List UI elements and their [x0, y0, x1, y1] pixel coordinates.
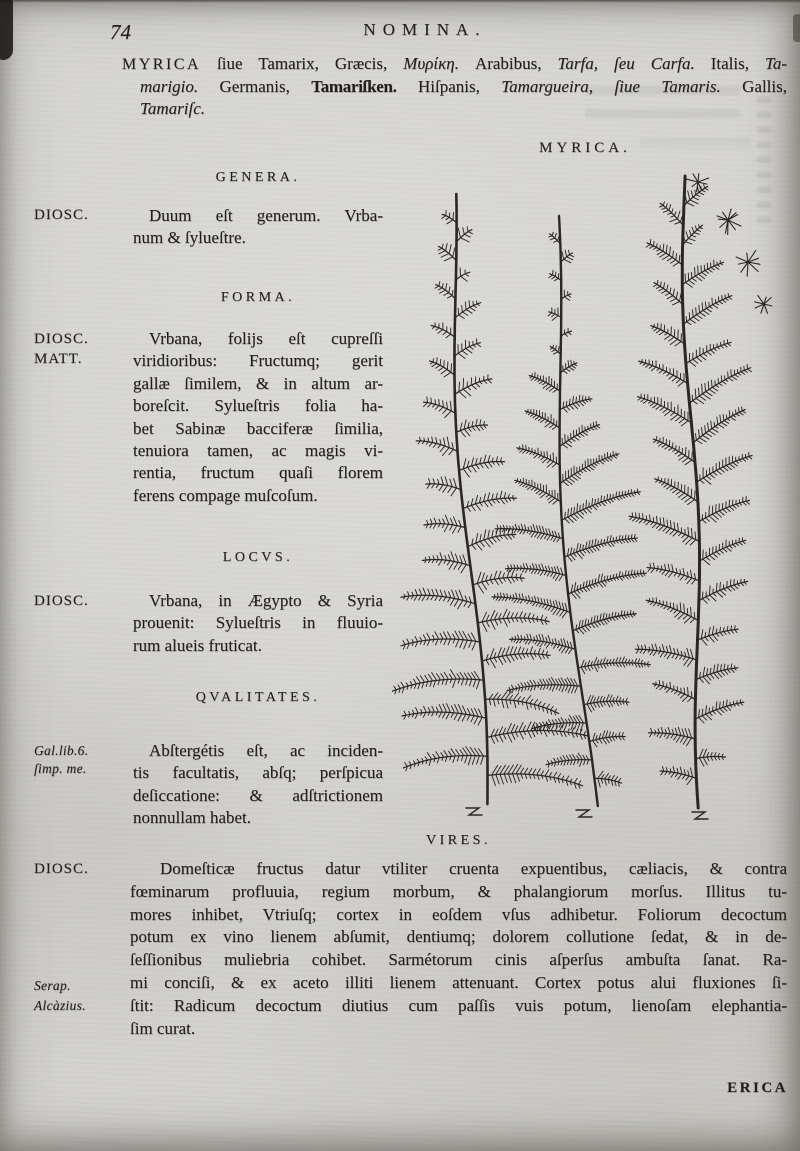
section-heading-genera: GENERA. — [215, 170, 301, 185]
text-segment: ſiue Tamarix, Græcis, — [201, 54, 404, 73]
text-line: rentia, fructum quaſi florem — [133, 463, 383, 483]
text-line: ſeſſionibus muliebria cohibet. Sarmétorum cinis aſperſus ambuſta ſanat. Ra- — [130, 950, 787, 970]
margin-cite-galen: Gal.lib.6. — [34, 743, 89, 758]
text-line: nonnullam habet. — [133, 808, 252, 828]
text-segment: Arabibus, — [458, 54, 558, 73]
qualitates-text — [133, 740, 383, 830]
margin-cite-galen: ſimp. me. — [34, 761, 87, 776]
section-heading-forma: FORMA. — [220, 290, 296, 305]
text-line: rum alueis fruticat. — [133, 635, 262, 655]
plant-name: MYRICA — [122, 56, 202, 73]
text-line: potum ex vino lienem abſumit, dentiumq; dolorem collutione ſedat, & in de- — [130, 927, 787, 947]
text-line: viridioribus: Fructumq; gerit — [133, 351, 383, 371]
forma-text — [133, 328, 383, 507]
spanish-name: Tamargueira, ſiue Tamaris. — [501, 77, 721, 96]
arabic-name: Tarfa, ſeu Carfa. — [557, 54, 695, 73]
margin-cite-alcazius: Alcàzius. — [34, 998, 86, 1013]
text-line: ſim curat. — [130, 1018, 196, 1038]
text-line: bet Sabinæ bacciferæ ſimilia, — [133, 418, 383, 438]
margin-cite-mattioli: MATT. — [34, 351, 83, 367]
margin-cite-serapion: Serap. — [34, 978, 71, 993]
text-line: Vrbana, folijs eſt cupreſſi — [149, 329, 383, 348]
section-heading-vires: VIRES. — [426, 833, 491, 848]
catchword: ERICA — [727, 1080, 788, 1096]
text-line: deſiccatione: & adſtrictionem — [133, 785, 383, 805]
text-line: tenuiora tamen, ac magis vi- — [133, 441, 383, 461]
text-line: mi conciſi, & ex aceto illiti lienem attenuant. Cortex potus alui fluxiones ſi- — [130, 972, 787, 992]
page-number: 74 — [110, 20, 131, 44]
figure-title: MYRICA. — [539, 140, 631, 156]
text-line: ſtit: Radicum decoctum diutius cum paſſis vuis potum, lienoſam elephantia- — [130, 995, 787, 1015]
locus-text — [133, 590, 383, 657]
text-segment: Hiſpanis, — [396, 77, 502, 96]
text-line: tis facultatis, abſq; perſpicua — [133, 763, 383, 783]
french-name: Tamariſc. — [140, 99, 206, 118]
text-line: Duum eſt generum. Vrba- — [149, 206, 383, 225]
nomina-line — [122, 76, 787, 98]
text-line: mores inhibet, Vtriuſq; cortex in eoſdem vſus adhibetur. Foliorum decoctum — [130, 904, 787, 924]
greek-name: Μυρίκη. — [403, 54, 459, 73]
vires-text — [130, 858, 787, 1040]
margin-cite-dioscorides: DIOSC. — [34, 207, 89, 223]
text-line: gallæ ſimilem, & in altum ar- — [133, 373, 383, 393]
margin-cite-dioscorides: DIOSC. — [34, 593, 89, 609]
tamarisk-woodcut-illustration — [392, 158, 792, 823]
text-segment: Germanis, — [198, 77, 312, 96]
margin-cite-dioscorides: DIOSC. — [34, 861, 89, 877]
nomina-line — [122, 98, 787, 120]
text-line: num & ſylueſtre. — [133, 228, 246, 248]
text-line: Abſtergétis eſt, ac inciden- — [149, 741, 383, 760]
running-header: NOMINA. — [363, 20, 487, 39]
ink-smudge — [0, 0, 13, 60]
section-heading-qualitates: QVALITATES. — [195, 690, 321, 705]
genera-text — [133, 205, 383, 250]
italian-name: marigio. — [140, 77, 199, 96]
text-line: boreſcit. Sylueſtris folia ha- — [133, 396, 383, 416]
text-line: ferens compage muſcoſum. — [133, 485, 318, 505]
nomina-paragraph — [122, 53, 787, 120]
margin-cite-dioscorides: DIOSC. — [34, 331, 89, 347]
nomina-line — [122, 53, 787, 76]
text-line: fœminarum profluuia, regium morbum, & phalangiorum morſus. Illitus tu- — [130, 881, 787, 901]
page-edge-mark — [793, 14, 800, 42]
text-line: Vrbana, in Ægypto & Syria — [149, 591, 383, 610]
german-name: Tamariſken. — [311, 77, 397, 96]
text-segment: Italis, — [694, 54, 765, 73]
section-heading-locus: LOCVS. — [222, 550, 294, 565]
italian-name: Ta- — [764, 54, 787, 73]
text-line: prouenit: Sylueſtris in fluuio- — [133, 613, 383, 633]
text-segment: Gallis, — [720, 77, 787, 96]
text-line: Domeſticæ fructus datur vtiliter cruenta expuentibus, cæliacis, & contra — [160, 859, 787, 878]
